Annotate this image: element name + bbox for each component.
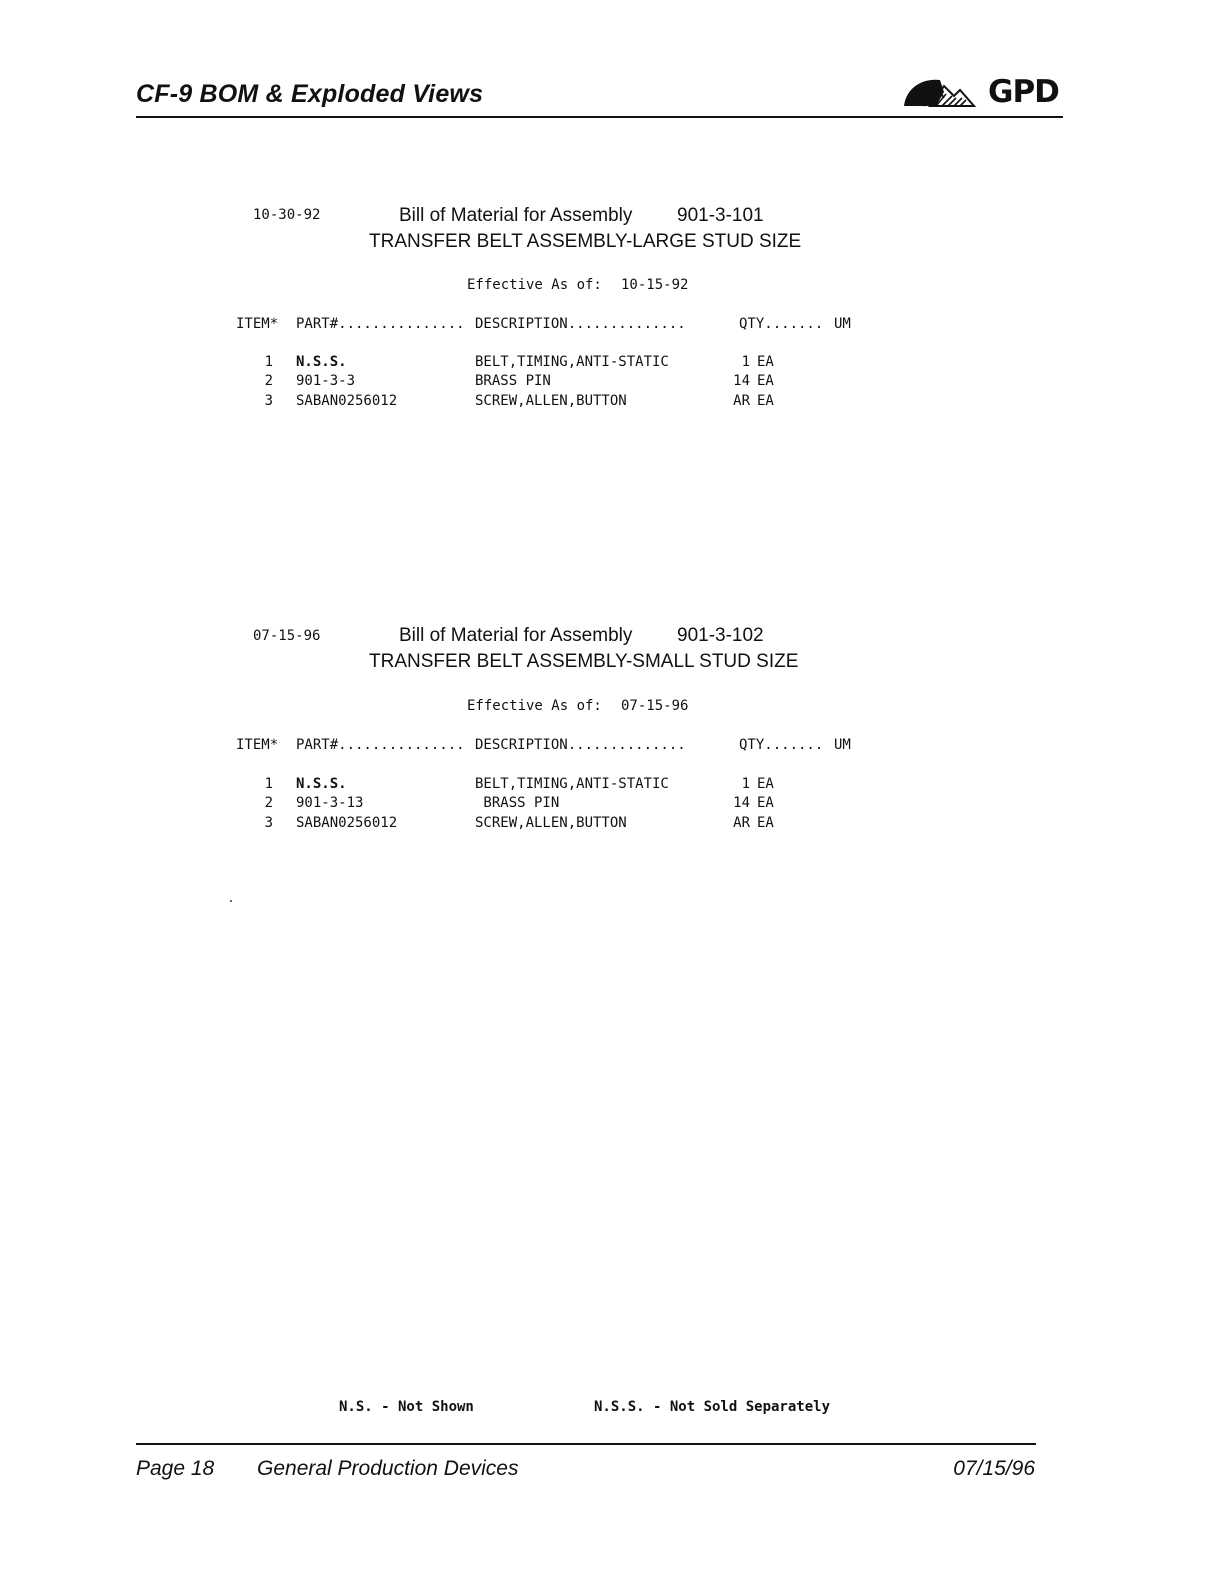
column-header-um: UM	[834, 737, 851, 753]
bom-heading: Bill of Material for Assembly	[399, 205, 633, 226]
part-description: BRASS PIN	[475, 373, 551, 389]
assembly-number: 901-3-102	[677, 625, 764, 646]
effective-label: Effective As of:	[467, 277, 602, 293]
quantity: 1	[741, 776, 750, 792]
scan-speck	[230, 900, 232, 902]
quantity: 14	[733, 795, 750, 811]
column-header-qty: QTY.......	[739, 316, 824, 332]
company-name: General Production Devices	[257, 1457, 519, 1480]
bom-date: 10-30-92	[253, 207, 321, 223]
item-number: 1	[264, 776, 273, 792]
effective-label: Effective As of:	[467, 698, 602, 714]
quantity: AR	[733, 815, 750, 831]
part-number: 901-3-13	[296, 795, 364, 811]
quantity: 1	[741, 354, 750, 370]
part-description: SCREW,ALLEN,BUTTON	[475, 393, 627, 409]
part-number: SABAN0256012	[296, 393, 398, 409]
part-number: SABAN0256012	[296, 815, 398, 831]
unit-of-measure: EA	[757, 795, 774, 811]
item-number: 3	[264, 393, 273, 409]
part-number: N.S.S.	[296, 776, 347, 792]
column-header-item: ITEM*	[236, 316, 279, 332]
assembly-number: 901-3-101	[677, 205, 764, 226]
logo-text: GPD	[988, 74, 1059, 110]
gpd-mountain-logo-icon	[900, 72, 978, 112]
effective-date: 07-15-96	[621, 698, 689, 714]
item-number: 3	[264, 815, 273, 831]
unit-of-measure: EA	[757, 815, 774, 831]
footer-date: 07/15/96	[953, 1457, 1035, 1480]
part-description: BELT,TIMING,ANTI-STATIC	[475, 776, 669, 792]
unit-of-measure: EA	[757, 354, 774, 370]
column-header-um: UM	[834, 316, 851, 332]
part-description: SCREW,ALLEN,BUTTON	[475, 815, 627, 831]
item-number: 2	[264, 373, 273, 389]
quantity: 14	[733, 373, 750, 389]
column-header-part: PART#...............	[296, 737, 465, 753]
item-number: 2	[264, 795, 273, 811]
part-description: BRASS PIN	[475, 795, 560, 811]
assembly-description: TRANSFER BELT ASSEMBLY-LARGE STUD SIZE	[369, 231, 802, 252]
column-header-part: PART#...............	[296, 316, 465, 332]
unit-of-measure: EA	[757, 373, 774, 389]
footnote-not-shown: N.S. - Not Shown	[339, 1399, 474, 1415]
column-header-item: ITEM*	[236, 737, 279, 753]
company-logo	[900, 72, 1059, 112]
column-header-description: DESCRIPTION..............	[475, 316, 686, 332]
assembly-description: TRANSFER BELT ASSEMBLY-SMALL STUD SIZE	[369, 651, 799, 672]
header-divider	[136, 116, 1063, 118]
part-description: BELT,TIMING,ANTI-STATIC	[475, 354, 669, 370]
effective-date: 10-15-92	[621, 277, 689, 293]
column-header-description: DESCRIPTION..............	[475, 737, 686, 753]
footnote-not-sold-separately: N.S.S. - Not Sold Separately	[594, 1399, 831, 1415]
bom-heading: Bill of Material for Assembly	[399, 625, 633, 646]
column-header-qty: QTY.......	[739, 737, 824, 753]
unit-of-measure: EA	[757, 776, 774, 792]
bom-date: 07-15-96	[253, 628, 321, 644]
unit-of-measure: EA	[757, 393, 774, 409]
document-title: CF-9 BOM & Exploded Views	[136, 80, 484, 108]
page-number: Page 18	[136, 1457, 215, 1480]
footer-divider	[136, 1443, 1036, 1445]
quantity: AR	[733, 393, 750, 409]
part-number: N.S.S.	[296, 354, 347, 370]
part-number: 901-3-3	[296, 373, 356, 389]
item-number: 1	[264, 354, 273, 370]
